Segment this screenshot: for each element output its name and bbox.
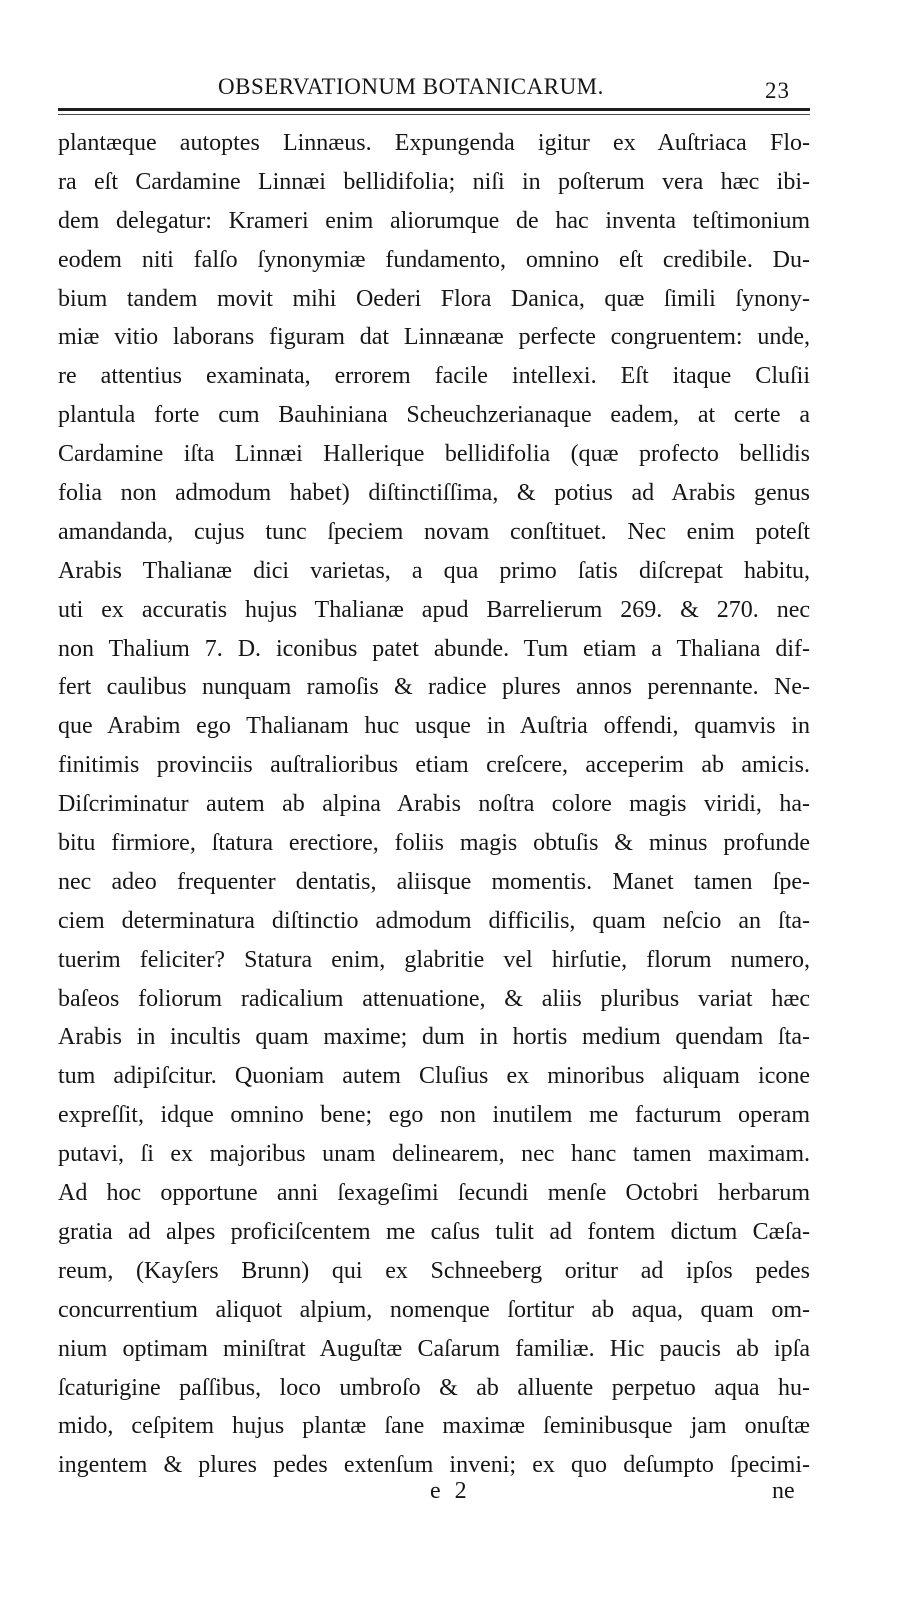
text-line: expreſſit, idque omnino bene; ego non inutilem me facturum operam bbox=[58, 1102, 810, 1129]
text-line: re attentius examinata, errorem facile intellexi. Eſt itaque Cluſii bbox=[58, 363, 810, 390]
text-line: non Thalium 7. D. iconibus patet abunde. Tum etiam a Thaliana dif- bbox=[58, 635, 810, 662]
text-line: nec adeo frequenter dentatis, aliisque momentis. Manet tamen ſpe- bbox=[58, 868, 810, 895]
text-line: ingentem & plures pedes extenſum inveni; ex quo deſumpto ſpecimi- bbox=[58, 1452, 810, 1479]
text-line: nium optimam miniſtrat Auguſtæ Caſarum familiæ. Hic paucis ab ipſa bbox=[58, 1335, 810, 1362]
text-line: plantæque autoptes Linnæus. Expungenda igitur ex Auſtriaca Flo- bbox=[58, 130, 810, 156]
text-line: plantula forte cum Bauhiniana Scheuchzerianaque eadem, at certe a bbox=[58, 402, 810, 429]
text-line: mido, ceſpitem hujus plantæ ſane maximæ ſeminibusque jam onuſtæ bbox=[58, 1413, 810, 1440]
text-line: miæ vitio laborans figuram dat Linnæanæ perfecte congruentem: unde, bbox=[58, 324, 810, 351]
text-line: ſcaturigine paſſibus, loco umbroſo & ab alluente perpetuo aqua hu- bbox=[58, 1374, 810, 1401]
text-line: Arabis Thalianæ dici varietas, a qua primo ſatis diſcrepat habitu, bbox=[58, 557, 810, 584]
body-text bbox=[58, 124, 810, 1485]
page-number: 23 bbox=[765, 78, 790, 103]
text-line: gratia ad alpes proficiſcentem me caſus tulit ad fontem dictum Cæſa- bbox=[58, 1218, 810, 1245]
text-line: Cardamine iſta Linnæi Hallerique bellidifolia (quæ profecto bellidis bbox=[58, 441, 810, 468]
text-line: dem delegatur: Krameri enim aliorumque de hac inventa teſtimonium bbox=[58, 207, 810, 234]
text-line: que Arabim ego Thalianam huc usque in Auſtria offendi, quamvis in bbox=[58, 713, 810, 740]
text-line: ra eſt Cardamine Linnæi bellidifolia; niſi in poſterum vera hæc ibi- bbox=[58, 168, 810, 195]
text-line: finitimis provinciis auſtralioribus etiam creſcere, acceperim ab amicis. bbox=[58, 752, 810, 779]
text-line: Diſcriminatur autem ab alpina Arabis noſtra colore magis viridi, ha- bbox=[58, 791, 810, 818]
running-title: OBSERVATIONUM BOTANICARUM. bbox=[218, 74, 604, 99]
text-line: bitu firmiore, ſtatura erectiore, foliis magis obtuſis & minus profunde bbox=[58, 830, 810, 857]
text-line: Arabis in incultis quam maxime; dum in hortis medium quendam ſta- bbox=[58, 1024, 810, 1051]
text-line: bium tandem movit mihi Oederi Flora Danica, quæ ſimili ſynony- bbox=[58, 285, 810, 312]
text-line: tum adipiſcitur. Quoniam autem Cluſius ex minoribus aliquam icone bbox=[58, 1063, 810, 1090]
text-line: putavi, ſi ex majoribus unam delinearem, nec hanc tamen maximam. bbox=[58, 1141, 810, 1168]
text-line: concurrentium aliquot alpium, nomenque ſortitur ab aqua, quam om- bbox=[58, 1296, 810, 1323]
text-line: Ad hoc opportune anni ſexageſimi ſecundi menſe Octobri herbarum bbox=[58, 1180, 810, 1207]
text-line: ciem determinatura diſtinctio admodum difficilis, quam neſcio an ſta- bbox=[58, 907, 810, 934]
text-line: reum, (Kayſers Brunn) qui ex Schneeberg oritur ad ipſos pedes bbox=[58, 1257, 810, 1284]
text-line: amandanda, cujus tunc ſpeciem novam conſtituet. Nec enim poteſt bbox=[58, 518, 810, 545]
text-line: eodem niti falſo ſynonymiæ fundamento, omnino eſt credibile. Du- bbox=[58, 246, 810, 273]
text-line: baſeos foliorum radicalium attenuatione, & aliis pluribus variat hæc bbox=[58, 985, 810, 1012]
text-line: uti ex accuratis hujus Thalianæ apud Barrelierum 269. & 270. nec bbox=[58, 596, 810, 623]
signature-mark: e 2 bbox=[430, 1478, 471, 1504]
text-line: folia non admodum habet) diſtinctiſſima, & potius ad Arabis genus bbox=[58, 480, 810, 507]
text-line: tuerim feliciter? Statura enim, glabritie vel hirſutie, florum numero, bbox=[58, 946, 810, 973]
header-rule bbox=[58, 108, 810, 111]
header-rule-thin bbox=[58, 114, 810, 115]
text-line: fert caulibus nunquam ramoſis & radice plures annos perennante. Ne- bbox=[58, 674, 810, 701]
catchword: ne bbox=[772, 1478, 795, 1504]
